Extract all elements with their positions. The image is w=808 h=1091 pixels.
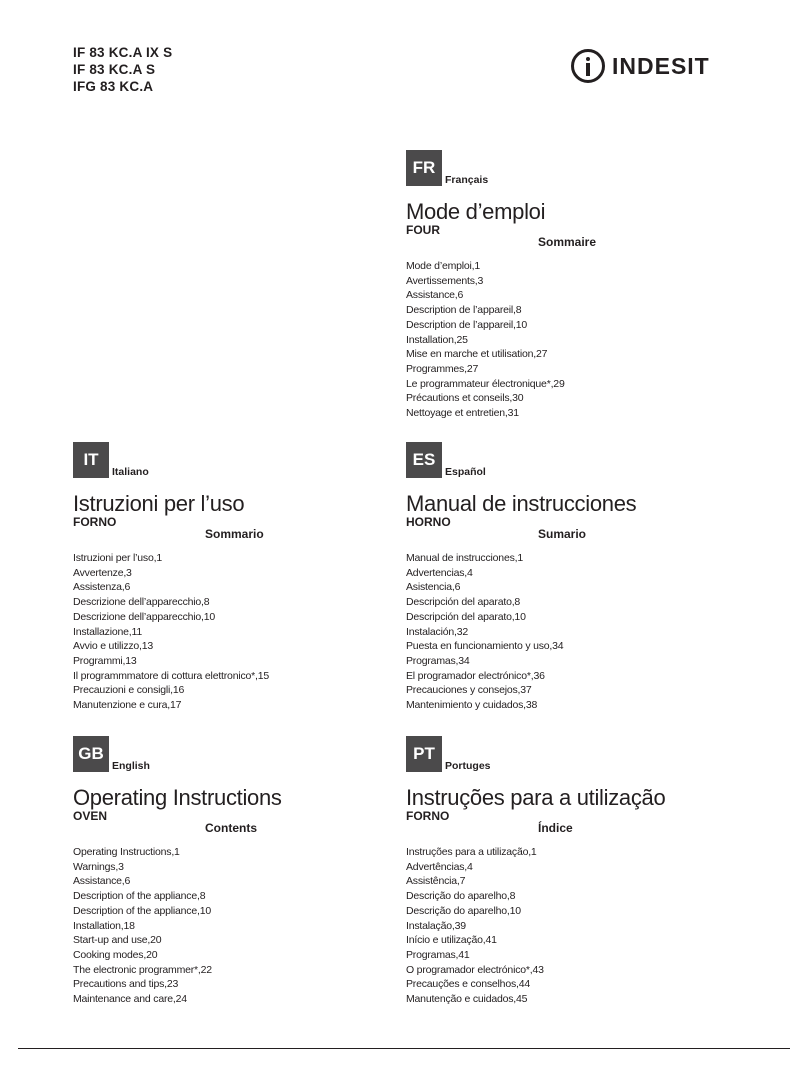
language-name: English <box>112 760 150 772</box>
model-number: IFG 83 KC.A <box>73 79 154 94</box>
toc-item: Description of the appliance,8 <box>73 890 206 903</box>
section-gb <box>73 734 393 1007</box>
toc-item: Descripción del aparato,8 <box>406 596 521 609</box>
toc-item: Programmi,13 <box>73 654 137 667</box>
contents-heading: Contents <box>205 821 257 835</box>
table-of-contents <box>73 551 393 713</box>
toc-item: Descrizione dell’apparecchio,10 <box>73 610 216 623</box>
appliance-type: OVEN <box>73 809 108 823</box>
model-number: IF 83 KC.A IX S <box>73 45 173 60</box>
toc-item: Avertissements,3 <box>406 274 484 287</box>
manual-title: Istruzioni per l’uso <box>73 491 245 516</box>
toc-item: Assistance,6 <box>73 875 131 888</box>
brand-logo <box>571 44 710 88</box>
toc-item: Descrizione dell’apparecchio,8 <box>73 596 210 609</box>
toc-item: Warnings,3 <box>73 860 124 873</box>
toc-item: Maintenance and care,24 <box>73 993 187 1006</box>
toc-item: Advertências,4 <box>406 860 473 873</box>
indesit-logo-icon <box>571 49 605 83</box>
toc-item: Description of the appliance,10 <box>73 904 211 917</box>
toc-item: Programmes,27 <box>406 362 479 375</box>
toc-item: Mise en marche et utilisation,27 <box>406 348 548 361</box>
toc-item: Installation,18 <box>73 919 135 932</box>
toc-item: Manual de instrucciones,1 <box>406 552 523 564</box>
appliance-type: FOUR <box>406 223 440 237</box>
bottom-divider <box>18 1048 790 1049</box>
toc-item: Manutenção e cuidados,45 <box>406 993 528 1006</box>
toc-item: Programas,34 <box>406 654 470 667</box>
contents-heading: Índice <box>538 821 573 835</box>
toc-item: Precauzioni e consigli,16 <box>73 684 185 697</box>
toc-item: Descripción del aparato,10 <box>406 610 526 623</box>
toc-item: Instalación,32 <box>406 625 468 638</box>
toc-item: Programas,41 <box>406 948 470 961</box>
brand-name: INDESIT <box>612 52 710 79</box>
language-code-badge: IT <box>73 442 109 478</box>
toc-item: El programador electrónico*,36 <box>406 669 545 682</box>
toc-item: Operating Instructions,1 <box>73 846 180 858</box>
toc-item: Installazione,11 <box>73 625 142 638</box>
language-name: Portuges <box>445 760 491 772</box>
toc-item: Advertencias,4 <box>406 566 473 579</box>
contents-heading: Sommaire <box>538 235 597 249</box>
toc-item: Manutenzione e cura,17 <box>73 699 182 712</box>
language-name: Italiano <box>112 466 149 478</box>
section-it <box>73 440 393 713</box>
model-numbers <box>73 44 172 95</box>
toc-item: Mantenimiento y cuidados,38 <box>406 699 538 712</box>
language-name: Français <box>445 174 489 186</box>
toc-item: Start-up and use,20 <box>73 934 162 947</box>
toc-item: Assistenza,6 <box>73 581 131 594</box>
table-of-contents <box>406 551 726 713</box>
toc-item: Cooking modes,20 <box>73 948 158 961</box>
table-of-contents <box>406 259 726 421</box>
toc-item: Installation,25 <box>406 333 468 346</box>
toc-item: The electronic programmer*,22 <box>73 963 212 976</box>
language-code-badge: ES <box>406 442 442 478</box>
appliance-type: FORNO <box>406 809 450 823</box>
toc-item: Assistance,6 <box>406 289 464 302</box>
toc-item: Mode d’emploi,1 <box>406 260 481 272</box>
contents-heading: Sommario <box>205 527 264 541</box>
toc-item: Descrição do aparelho,10 <box>406 904 521 917</box>
language-name: Español <box>445 466 486 478</box>
toc-item: Il programmmatore di cottura elettronico*,15 <box>73 669 270 682</box>
toc-item: Nettoyage et entretien,31 <box>406 407 519 420</box>
toc-item: Assistência,7 <box>406 875 466 888</box>
toc-item: Precautions and tips,23 <box>73 978 179 991</box>
toc-item: Início e utilização,41 <box>406 934 497 947</box>
contents-heading: Sumario <box>538 527 587 541</box>
toc-item: Le programmateur électronique*,29 <box>406 377 565 390</box>
manual-title: Manual de instrucciones <box>406 491 637 516</box>
section-pt <box>406 734 726 1007</box>
toc-item: Instruções para a utilização,1 <box>406 846 537 858</box>
language-code-badge: GB <box>73 736 109 772</box>
toc-item: Description de l’appareil,8 <box>406 304 522 317</box>
table-of-contents <box>406 845 726 1007</box>
toc-item: Asistencia,6 <box>406 581 461 594</box>
language-code-badge: FR <box>406 150 442 186</box>
toc-item: Précautions et conseils,30 <box>406 392 524 405</box>
model-number: IF 83 KC.A S <box>73 62 156 77</box>
toc-item: Instalação,39 <box>406 919 466 932</box>
manual-title: Instruções para a utilização <box>406 785 666 810</box>
toc-item: Puesta en funcionamiento y uso,34 <box>406 640 564 653</box>
section-fr <box>406 148 726 421</box>
toc-item: Descrição do aparelho,8 <box>406 890 516 903</box>
language-code-badge: PT <box>406 736 442 772</box>
toc-item: Precauciones y consejos,37 <box>406 684 532 697</box>
toc-item: Description de l’appareil,10 <box>406 318 528 331</box>
section-es <box>406 440 726 713</box>
toc-item: O programador electrónico*,43 <box>406 963 544 976</box>
appliance-type: HORNO <box>406 515 451 529</box>
appliance-type: FORNO <box>73 515 117 529</box>
toc-item: Avvio e utilizzo,13 <box>73 640 154 653</box>
table-of-contents <box>73 845 393 1007</box>
manual-title: Mode d’emploi <box>406 199 546 224</box>
toc-item: Precauções e conselhos,44 <box>406 978 530 991</box>
manual-title: Operating Instructions <box>73 785 282 810</box>
toc-item: Avvertenze,3 <box>73 566 132 579</box>
toc-item: Istruzioni per l’uso,1 <box>73 552 162 564</box>
